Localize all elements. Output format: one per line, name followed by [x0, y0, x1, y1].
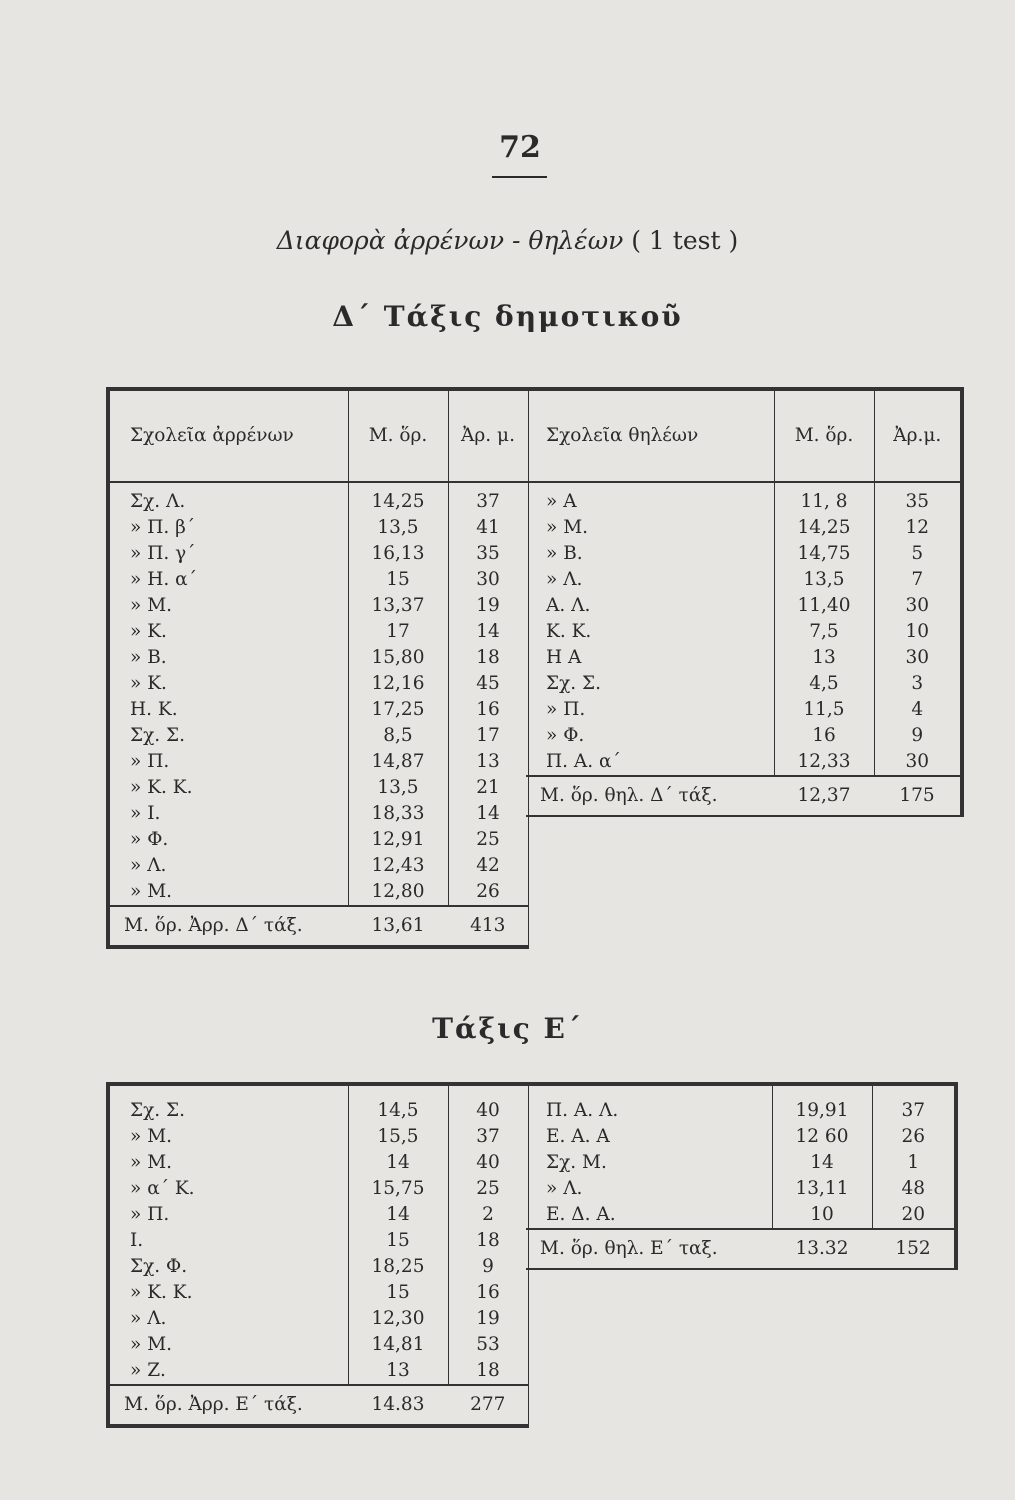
mean-score: 12 60: [772, 1124, 872, 1150]
table-header-row: [526, 389, 962, 482]
table-row: [108, 827, 528, 853]
mean-score: 8,5: [348, 723, 448, 749]
pupil-count: 35: [448, 541, 528, 567]
table-row: [526, 671, 962, 697]
table-row: [108, 1176, 528, 1202]
footer-count: 152: [872, 1229, 956, 1269]
school-name: » Μ.: [130, 1152, 173, 1173]
school-name: Ε. Δ. Α.: [546, 1204, 616, 1225]
table-row: [108, 1280, 528, 1306]
school-name: » Π.: [546, 699, 586, 720]
school-name: » Ι.: [130, 803, 161, 824]
mean-score: 14: [772, 1150, 872, 1176]
table-row: [526, 567, 962, 593]
footer-label: Μ. ὅρ. Ἀρρ. Δ΄ τάξ.: [108, 906, 348, 947]
mean-score: 17: [348, 619, 448, 645]
mean-score: 10: [772, 1202, 872, 1229]
pupil-count: 40: [448, 1084, 528, 1124]
mean-score: 11, 8: [774, 482, 874, 515]
mean-score: 15,75: [348, 1176, 448, 1202]
school-name: Α. Λ.: [546, 595, 591, 616]
school-name: » Μ.: [546, 517, 589, 538]
table-row: [108, 645, 528, 671]
column-header: Σχολεῖα θηλέων: [526, 389, 774, 482]
table-row: [108, 1332, 528, 1358]
pupil-count: 41: [448, 515, 528, 541]
footer-mean: 12,37: [774, 776, 874, 816]
mean-score: 12,43: [348, 853, 448, 879]
school-name: » Λ.: [546, 569, 583, 590]
pupil-count: 37: [448, 482, 528, 515]
page-title: [0, 226, 1015, 255]
table-footer-row: [108, 906, 528, 947]
column-header: Μ. ὅρ.: [774, 389, 874, 482]
school-name: » Κ. Κ.: [130, 1282, 193, 1303]
table-row: [108, 515, 528, 541]
school-name: » Β.: [546, 543, 583, 564]
pupil-count: 19: [448, 593, 528, 619]
table-footer-row: [108, 1385, 528, 1426]
table-row: [526, 697, 962, 723]
table-row: [526, 645, 962, 671]
school-name: Η. Κ.: [130, 699, 178, 720]
table-d-boys: [106, 387, 529, 949]
title-text: Διαφορὰ ἀρρένων - θηλέων: [276, 226, 624, 255]
pupil-count: 25: [448, 1176, 528, 1202]
mean-score: 15: [348, 1280, 448, 1306]
column-header: Μ. ὅρ.: [348, 389, 448, 482]
table-row: [526, 619, 962, 645]
pupil-count: 25: [448, 827, 528, 853]
school-name: Σχ. Σ.: [130, 1100, 186, 1121]
pupil-count: 40: [448, 1150, 528, 1176]
pupil-count: 18: [448, 1358, 528, 1385]
table-row: [526, 1084, 956, 1124]
table-row: [108, 541, 528, 567]
pupil-count: 30: [874, 645, 962, 671]
school-name: » Μ.: [130, 881, 173, 902]
pupil-count: 9: [874, 723, 962, 749]
table-row: [108, 749, 528, 775]
mean-score: 14: [348, 1150, 448, 1176]
mean-score: 12,91: [348, 827, 448, 853]
school-name: » Κ.: [130, 673, 167, 694]
title-test-note: ( 1 test ): [631, 226, 739, 255]
mean-score: 11,40: [774, 593, 874, 619]
pupil-count: 16: [448, 697, 528, 723]
pupil-count: 12: [874, 515, 962, 541]
footer-mean: 13.32: [772, 1229, 872, 1269]
table-row: [108, 1254, 528, 1280]
pupil-count: 2: [448, 1202, 528, 1228]
school-name: » Β.: [130, 647, 167, 668]
table-row: [108, 482, 528, 515]
table-row: [526, 1176, 956, 1202]
footer-count: 413: [448, 906, 528, 947]
table-e-boys: [106, 1082, 529, 1428]
table-row: [526, 593, 962, 619]
mean-score: 14,87: [348, 749, 448, 775]
pupil-count: 30: [874, 749, 962, 776]
school-name: » Κ.: [130, 621, 167, 642]
school-name: » Π. γ΄: [130, 543, 196, 564]
table-row: [108, 723, 528, 749]
table-d-girls: [526, 387, 964, 817]
table-row: [108, 1358, 528, 1385]
pupil-count: 45: [448, 671, 528, 697]
pupil-count: 21: [448, 775, 528, 801]
pupil-count: 48: [872, 1176, 956, 1202]
mean-score: 16: [774, 723, 874, 749]
table-header-row: [108, 389, 528, 482]
mean-score: 13: [774, 645, 874, 671]
table-row: [526, 541, 962, 567]
table-row: [108, 1228, 528, 1254]
mean-score: 14,25: [774, 515, 874, 541]
school-name: Σχ. Σ.: [130, 725, 186, 746]
pupil-count: 26: [448, 879, 528, 906]
mean-score: 12,33: [774, 749, 874, 776]
table-row: [108, 775, 528, 801]
table-row: [108, 1202, 528, 1228]
school-name: » Π.: [130, 1204, 170, 1225]
school-name: Π. Α. Λ.: [546, 1100, 619, 1121]
table-e-girls: [526, 1082, 958, 1270]
table-row: [526, 482, 962, 515]
pupil-count: 26: [872, 1124, 956, 1150]
table-footer-row: [526, 1229, 956, 1269]
table-row: [108, 619, 528, 645]
mean-score: 13,5: [348, 515, 448, 541]
footer-count: 175: [874, 776, 962, 816]
table-row: [108, 1124, 528, 1150]
school-name: » α΄ Κ.: [130, 1178, 195, 1199]
column-header: Σχολεῖα ἀρρένων: [108, 389, 348, 482]
school-name: Η Α: [546, 647, 582, 668]
mean-score: 13: [348, 1358, 448, 1385]
pupil-count: 20: [872, 1202, 956, 1229]
mean-score: 15,5: [348, 1124, 448, 1150]
school-name: » Λ.: [546, 1178, 583, 1199]
school-name: Σχ. Φ.: [130, 1256, 188, 1277]
pupil-count: 18: [448, 645, 528, 671]
table-row: [108, 697, 528, 723]
school-name: Σχ. Μ.: [546, 1152, 607, 1173]
school-name: » Φ.: [546, 725, 585, 746]
school-name: » Μ.: [130, 1334, 173, 1355]
mean-score: 12,80: [348, 879, 448, 906]
pupil-count: 1: [872, 1150, 956, 1176]
mean-score: 14,81: [348, 1332, 448, 1358]
pupil-count: 35: [874, 482, 962, 515]
table-footer-row: [526, 776, 962, 816]
footer-mean: 13,61: [348, 906, 448, 947]
mean-score: 14,25: [348, 482, 448, 515]
school-name: » Μ.: [130, 1126, 173, 1147]
school-name: » Ζ.: [130, 1360, 166, 1381]
school-name: Κ. Κ.: [546, 621, 592, 642]
pupil-count: 37: [872, 1084, 956, 1124]
table-row: [526, 749, 962, 776]
column-header: Ἀρ. μ.: [448, 389, 528, 482]
mean-score: 12,30: [348, 1306, 448, 1332]
page-number: 72: [499, 130, 541, 165]
pupil-count: 18: [448, 1228, 528, 1254]
pupil-count: 10: [874, 619, 962, 645]
pupil-count: 17: [448, 723, 528, 749]
column-header: Ἀρ.μ.: [874, 389, 962, 482]
pupil-count: 4: [874, 697, 962, 723]
table-row: [526, 1202, 956, 1229]
mean-score: 15: [348, 567, 448, 593]
table-row: [526, 1150, 956, 1176]
pupil-count: 14: [448, 619, 528, 645]
mean-score: 18,25: [348, 1254, 448, 1280]
mean-score: 15: [348, 1228, 448, 1254]
footer-label: Μ. ὅρ. Ἀρρ. Ε΄ τάξ.: [108, 1385, 348, 1426]
school-name: » Φ.: [130, 829, 169, 850]
mean-score: 4,5: [774, 671, 874, 697]
table-row: [108, 1150, 528, 1176]
pupil-count: 30: [874, 593, 962, 619]
mean-score: 13,5: [348, 775, 448, 801]
mean-score: 13,11: [772, 1176, 872, 1202]
footer-mean: 14.83: [348, 1385, 448, 1426]
pupil-count: 30: [448, 567, 528, 593]
pupil-count: 7: [874, 567, 962, 593]
pupil-count: 37: [448, 1124, 528, 1150]
pupil-count: 5: [874, 541, 962, 567]
pupil-count: 9: [448, 1254, 528, 1280]
mean-score: 14: [348, 1202, 448, 1228]
footer-label: Μ. ὅρ. θηλ. Ε΄ ταξ.: [526, 1229, 772, 1269]
mean-score: 13,37: [348, 593, 448, 619]
mean-score: 14,75: [774, 541, 874, 567]
pupil-count: 16: [448, 1280, 528, 1306]
footer-label: Μ. ὅρ. θηλ. Δ΄ τάξ.: [526, 776, 774, 816]
school-name: Ε. Α. Α: [546, 1126, 610, 1147]
table-row: [108, 593, 528, 619]
pupil-count: 53: [448, 1332, 528, 1358]
mean-score: 16,13: [348, 541, 448, 567]
school-name: » Π.: [130, 751, 170, 772]
school-name: » Α: [546, 491, 577, 512]
mean-score: 15,80: [348, 645, 448, 671]
table-row: [526, 515, 962, 541]
mean-score: 17,25: [348, 697, 448, 723]
table-row: [108, 1084, 528, 1124]
school-name: » Κ. Κ.: [130, 777, 193, 798]
table-row: [108, 1306, 528, 1332]
mean-score: 18,33: [348, 801, 448, 827]
school-name: Ι.: [130, 1230, 144, 1251]
mean-score: 19,91: [772, 1084, 872, 1124]
table-row: [108, 801, 528, 827]
pupil-count: 19: [448, 1306, 528, 1332]
mean-score: 7,5: [774, 619, 874, 645]
pupil-count: 13: [448, 749, 528, 775]
school-name: Σχ. Σ.: [546, 673, 602, 694]
pupil-count: 14: [448, 801, 528, 827]
table-row: [108, 671, 528, 697]
page-number-rule: [492, 176, 547, 178]
footer-count: 277: [448, 1385, 528, 1426]
table-row: [526, 723, 962, 749]
school-name: » Π. β΄: [130, 517, 196, 538]
mean-score: 13,5: [774, 567, 874, 593]
mean-score: 11,5: [774, 697, 874, 723]
school-name: » Μ.: [130, 595, 173, 616]
school-name: » Η. α΄: [130, 569, 197, 590]
school-name: » Λ.: [130, 1308, 167, 1329]
table-row: [526, 1124, 956, 1150]
pupil-count: 3: [874, 671, 962, 697]
table-row: [108, 853, 528, 879]
school-name: Π. Α. α΄: [546, 751, 621, 772]
section-title-d: Δ΄ Τάξις δημοτικοῦ: [332, 300, 683, 333]
school-name: Σχ. Λ.: [130, 491, 186, 512]
mean-score: 12,16: [348, 671, 448, 697]
section-title-e: Τάξις Ε΄: [432, 1012, 583, 1045]
school-name: » Λ.: [130, 855, 167, 876]
pupil-count: 42: [448, 853, 528, 879]
table-row: [108, 879, 528, 906]
table-row: [108, 567, 528, 593]
mean-score: 14,5: [348, 1084, 448, 1124]
